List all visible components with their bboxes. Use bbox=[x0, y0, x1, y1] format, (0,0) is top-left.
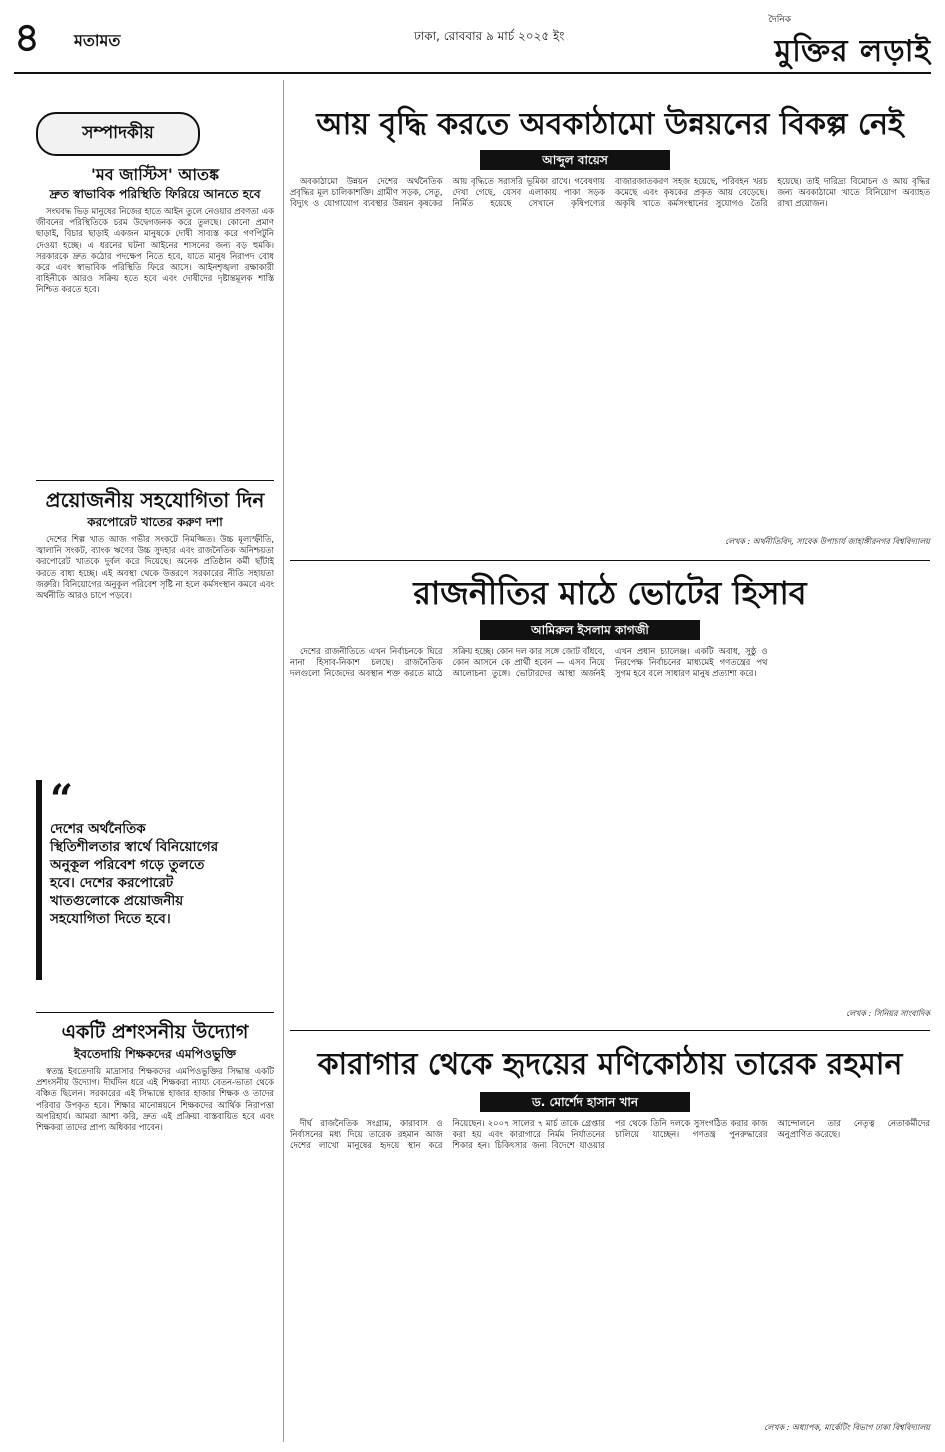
paragraph: দেশের শিল্প খাত আজ গভীর সংকটে নিমজ্জিত। উচ্চ মূল্যস্ফীতি, জ্বালানি সংকট, ব্যাংক ঋণের উচ্চ সুদহার এবং রাজনৈতিক অনিশ্চয়তা করপোরেট খাতকে দুর্বল করে দিয়েছে। অনেক প্রতিষ্ঠান কর্মী ছাঁটাই করতে বাধ্য হচ্ছে। এই অবস্থা থেকে উত্তরণে সরকারের নীতি সহায়তা জরুরি। বিনিয়োগের অনুকূল পরিবেশ সৃষ্টি না হলে কর্মসংস্থান কমবে এবং অর্থনীতি আরও চাপে পড়বে। bbox=[36, 534, 274, 601]
quote-mark-icon: “ bbox=[50, 776, 74, 823]
section-divider bbox=[36, 480, 274, 481]
editorial-body-2 bbox=[36, 534, 274, 774]
newspaper-logo bbox=[768, 12, 931, 78]
paragraph: স্বতন্ত্র ইবতেদায়ি মাদ্রাসার শিক্ষকদের এমপিওভুক্তির সিদ্ধান্ত একটি প্রশংসনীয় উদ্যোগ। দীর্ঘদিন ধরে এই শিক্ষকরা ন্যায্য বেতন-ভাতা থেকে বঞ্চিত ছিলেন। সরকারের এই সিদ্ধান্তে হাজার হাজার শিক্ষক ও তাদের পরিবার উপকৃত হবে। শিক্ষার মানোন্নয়নে শিক্ষকদের আর্থিক নিরাপত্তা অপরিহার্য। আমরা আশা করি, দ্রুত এই প্রক্রিয়া বাস্তবায়িত হবে এবং শিক্ষকরা তাদের প্রাপ্য অধিকার পাবেন। bbox=[36, 1066, 274, 1133]
editorial-banner: সম্পাদকীয় bbox=[36, 112, 200, 156]
section-divider bbox=[290, 560, 930, 561]
editorial-title-1: 'মব জাস্টিস' আতঙ্ক bbox=[90, 165, 220, 184]
article-1-body bbox=[290, 176, 930, 554]
article-3-byline: ড. মোর্শেদ হাসান খান bbox=[480, 1092, 690, 1112]
article-3-headline: কারাগার থেকে হৃদয়ের মণিকোঠায় তারেক রহমান bbox=[317, 1047, 903, 1082]
article-2-headline: রাজনীতির মাঠে ভোটের হিসাব bbox=[413, 574, 807, 612]
article-2-byline: আমিরুল ইসলাম কাগজী bbox=[480, 620, 700, 640]
editorial-title-3: একটি প্রশংসনীয় উদ্যোগ bbox=[61, 1021, 249, 1043]
paragraph: দেশের রাজনীতিতে এখন নির্বাচনকে ঘিরে নানা হিসাব-নিকাশ চলছে। রাজনৈতিক দলগুলো নিজেদের অবস্থান শক্ত করতে মাঠে সক্রিয় হচ্ছে। কোন দল কার সঙ্গে জোট বাঁধবে, কোন আসনে কে প্রার্থী হবেন — এসব নিয়ে আলোচনা তুঙ্গে। ভোটারদের আস্থা অর্জনই এখন প্রধান চ্যালেঞ্জ। একটি অবাধ, সুষ্ঠু ও নিরপেক্ষ নির্বাচনের মাধ্যমেই গণতন্ত্রের পথ সুগম হবে বলে সাধারণ মানুষ প্রত্যাশা করে। bbox=[290, 646, 768, 679]
editorial-body-2-side bbox=[222, 780, 274, 980]
article-2-credit: লেখক : সিনিয়র সাংবাদিক bbox=[845, 1009, 930, 1018]
masthead-rule bbox=[14, 72, 931, 74]
section-divider bbox=[290, 1030, 930, 1031]
column-divider bbox=[283, 80, 284, 1442]
editorial-body-1 bbox=[36, 206, 274, 474]
article-1-byline: আব্দুল বায়েস bbox=[480, 150, 670, 170]
article-1-credit: লেখক : অর্থনীতিবিদ, সাবেক উপাচার্য জাহাঙ্গীরনগর বিশ্ববিদ্যালয় bbox=[724, 537, 930, 546]
editorial-subtitle-2: করপোরেট খাতের করুণ দশা bbox=[87, 515, 223, 529]
article-3-body bbox=[290, 1118, 930, 1430]
section-label: মতামত bbox=[74, 31, 121, 50]
paragraph: অবকাঠামো উন্নয়ন দেশের অর্থনৈতিক প্রবৃদ্ধির মূল চালিকাশক্তি। গ্রামীণ সড়ক, সেতু, বিদ্যুৎ ও যোগাযোগ ব্যবস্থার উন্নয়ন কৃষকের আয় বৃদ্ধিতে সরাসরি ভূমিকা রাখে। গবেষণায় দেখা গেছে, যেসব এলাকায় পাকা সড়ক নির্মিত হয়েছে সেখানে কৃষিপণ্যের বাজারজাতকরণ সহজ হয়েছে, পরিবহন খরচ কমেছে এবং কৃষকের প্রকৃত আয় বেড়েছে। অকৃষি খাতে কর্মসংস্থানের সুযোগও তৈরি হয়েছে। তাই দারিদ্র্য বিমোচন ও আয় বৃদ্ধির জন্য অবকাঠামো খাতে বিনিয়োগ অব্যাহত রাখা প্রয়োজন। bbox=[290, 176, 930, 209]
editorial-body-3 bbox=[36, 1066, 274, 1436]
page-number: ৪ bbox=[14, 14, 40, 61]
pull-quote-text: দেশের অর্থনৈতিক স্থিতিশীলতার স্বার্থে বিনিয়োগের অনুকূল পরিবেশ গড়ে তুলতে হবে। দেশের করপোরেট খাতগুলোকে প্রয়োজনীয় সহযোগিতা দিতে হবে। bbox=[50, 821, 219, 927]
editorial-subtitle-3: ইবতেদায়ি শিক্ষকদের এমপিওভুক্তি bbox=[74, 1047, 236, 1061]
logo-prefix: দৈনিক bbox=[768, 15, 791, 25]
article-2-body bbox=[290, 646, 930, 1026]
logo-name: মুক্তির লড়াই bbox=[774, 34, 931, 69]
masthead bbox=[14, 10, 931, 70]
paragraph: দীর্ঘ রাজনৈতিক সংগ্রাম, কারাবাস ও নির্বাসনের মধ্য দিয়ে তারেক রহমান আজ দেশের লাখো মানুষের হৃদয়ে স্থান করে নিয়েছেন। ২০০৭ সালের ৭ মার্চ তাকে গ্রেপ্তার করা হয় এবং কারাগারে নির্মম নির্যাতনের শিকার হন। চিকিৎসার জন্য বিদেশে যাওয়ার পর থেকে তিনি দলকে সুসংগঠিত করার কাজ চালিয়ে যাচ্ছেন। গণতন্ত্র পুনরুদ্ধারের আন্দোলনে তার নেতৃত্ব নেতাকর্মীদের অনুপ্রাণিত করেছে। bbox=[290, 1118, 930, 1151]
article-1-headline: আয় বৃদ্ধি করতে অবকাঠামো উন্নয়নের বিকল্প নেই bbox=[316, 107, 904, 142]
editorial-title-2: প্রয়োজনীয় সহযোগিতা দিন bbox=[45, 488, 265, 512]
article-3-credit: লেখক : অধ্যাপক, মার্কেটিং বিভাগ ঢাকা বিশ্ববিদ্যালয় bbox=[764, 1423, 930, 1432]
dateline: ঢাকা, রোববার ৯ মার্চ ২০২৫ ইং bbox=[414, 29, 565, 43]
paragraph: সংঘবদ্ধ ভিড় মানুষের নিজের হাতে আইন তুলে নেওয়ার প্রবণতা এক জীবনের পরিস্থিতিকে চরম উদ্বেগজনক করে তুলছে। কোনো প্রমাণ ছাড়াই, বিচার ছাড়াই একজন মানুষকে দোষী সাব্যস্ত করে গণপিটুনি দেওয়া হচ্ছে। এ ধরনের ঘটনা আইনের শাসনের জন্য বড় হুমকি। সরকারকে দ্রুত কঠোর পদক্ষেপ নিতে হবে, যাতে মানুষ নিরাপদ বোধ করে এবং স্বাভাবিক পরিস্থিতি ফিরে আসে। আইনশৃঙ্খলা রক্ষাকারী বাহিনীকে আরও সক্রিয় হতে হবে এবং দোষীদের দৃষ্টান্তমূলক শাস্তি নিশ্চিত করতে হবে। bbox=[36, 206, 274, 295]
editorial-subtitle-1: দ্রুত স্বাভাবিক পরিস্থিতি ফিরিয়ে আনতে হবে bbox=[49, 187, 261, 201]
pull-quote bbox=[36, 776, 220, 980]
section-divider bbox=[36, 1012, 274, 1013]
